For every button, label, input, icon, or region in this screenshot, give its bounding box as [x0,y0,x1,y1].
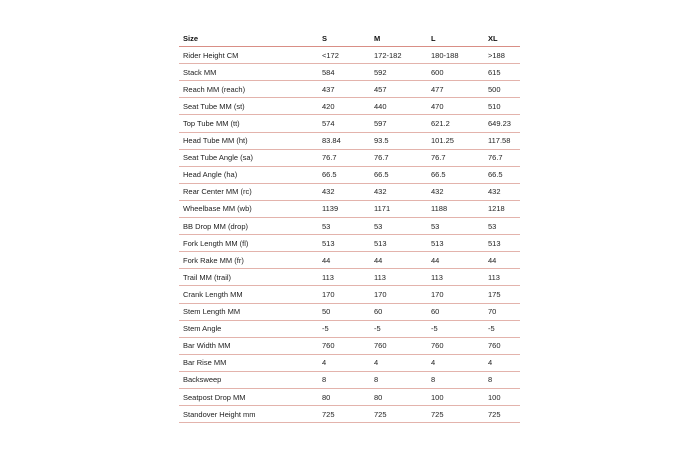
cell-xl: 44 [484,252,520,269]
cell-s: 66.5 [318,166,370,183]
row-label: Wheelbase MM (wb) [179,200,318,217]
cell-m: -5 [370,320,427,337]
cell-s: 113 [318,269,370,286]
row-label: BB Drop MM (drop) [179,218,318,235]
cell-l: 1188 [427,200,484,217]
cell-xl: 66.5 [484,166,520,183]
cell-m: 53 [370,218,427,235]
table-row [179,269,520,286]
cell-l: 100 [427,388,484,405]
table-row [179,200,520,217]
cell-l: 760 [427,337,484,354]
cell-l: 180-188 [427,47,484,64]
table-row [179,286,520,303]
cell-s: 50 [318,303,370,320]
cell-m: 513 [370,235,427,252]
table-row [179,166,520,183]
cell-l: 66.5 [427,166,484,183]
table-row [179,371,520,388]
cell-s: 432 [318,183,370,200]
cell-s: 725 [318,406,370,423]
row-label: Reach MM (reach) [179,81,318,98]
cell-s: <172 [318,47,370,64]
cell-m: 76.7 [370,149,427,166]
cell-m: 457 [370,81,427,98]
cell-s: 1139 [318,200,370,217]
table-row [179,252,520,269]
cell-l: 513 [427,235,484,252]
row-label: Stack MM [179,64,318,81]
table-row [179,81,520,98]
cell-l: 4 [427,354,484,371]
cell-l: 470 [427,98,484,115]
row-label: Crank Length MM [179,286,318,303]
cell-m: 4 [370,354,427,371]
table-row [179,406,520,423]
table-row [179,303,520,320]
cell-m: 1171 [370,200,427,217]
cell-xl: >188 [484,47,520,64]
cell-l: 725 [427,406,484,423]
table-row [179,115,520,132]
cell-l: 8 [427,371,484,388]
cell-m: 93.5 [370,132,427,149]
table-row [179,337,520,354]
header-size: Size [179,30,318,47]
cell-m: 80 [370,388,427,405]
row-label: Trail MM (trail) [179,269,318,286]
cell-l: 432 [427,183,484,200]
table-row [179,354,520,371]
cell-m: 725 [370,406,427,423]
cell-m: 8 [370,371,427,388]
cell-m: 440 [370,98,427,115]
cell-s: 513 [318,235,370,252]
table-row [179,132,520,149]
cell-xl: 760 [484,337,520,354]
cell-s: 80 [318,388,370,405]
row-label: Stem Length MM [179,303,318,320]
cell-xl: 76.7 [484,149,520,166]
header-l: L [427,30,484,47]
row-label: Rider Height CM [179,47,318,64]
cell-m: 760 [370,337,427,354]
geometry-table [179,30,520,423]
cell-l: 76.7 [427,149,484,166]
row-label: Fork Rake MM (fr) [179,252,318,269]
cell-xl: 70 [484,303,520,320]
table-row [179,235,520,252]
cell-l: 53 [427,218,484,235]
table-header-row [179,30,520,47]
row-label: Head Angle (ha) [179,166,318,183]
cell-m: 172-182 [370,47,427,64]
cell-xl: 53 [484,218,520,235]
header-xl: XL [484,30,520,47]
cell-s: 420 [318,98,370,115]
table-row [179,388,520,405]
cell-xl: 117.58 [484,132,520,149]
cell-l: 170 [427,286,484,303]
cell-m: 592 [370,64,427,81]
header-s: S [318,30,370,47]
table-row [179,47,520,64]
row-label: Head Tube MM (ht) [179,132,318,149]
cell-s: 53 [318,218,370,235]
cell-m: 66.5 [370,166,427,183]
cell-xl: 100 [484,388,520,405]
table-row [179,98,520,115]
cell-s: 76.7 [318,149,370,166]
cell-m: 44 [370,252,427,269]
row-label: Standover Height mm [179,406,318,423]
cell-l: 113 [427,269,484,286]
table-body [179,47,520,423]
cell-xl: 1218 [484,200,520,217]
cell-s: 4 [318,354,370,371]
cell-l: 101.25 [427,132,484,149]
row-label: Seat Tube Angle (sa) [179,149,318,166]
cell-xl: 432 [484,183,520,200]
cell-s: 584 [318,64,370,81]
cell-s: -5 [318,320,370,337]
row-label: Backsweep [179,371,318,388]
cell-m: 432 [370,183,427,200]
row-label: Bar Rise MM [179,354,318,371]
cell-xl: 175 [484,286,520,303]
cell-l: 600 [427,64,484,81]
row-label: Seat Tube MM (st) [179,98,318,115]
cell-xl: 725 [484,406,520,423]
cell-xl: 500 [484,81,520,98]
cell-xl: 513 [484,235,520,252]
table-row [179,183,520,200]
table-row [179,320,520,337]
table-row [179,149,520,166]
cell-m: 597 [370,115,427,132]
cell-s: 437 [318,81,370,98]
cell-xl: 4 [484,354,520,371]
cell-l: -5 [427,320,484,337]
row-label: Stem Angle [179,320,318,337]
cell-xl: -5 [484,320,520,337]
row-label: Top Tube MM (tt) [179,115,318,132]
row-label: Seatpost Drop MM [179,388,318,405]
cell-xl: 113 [484,269,520,286]
cell-m: 60 [370,303,427,320]
cell-m: 113 [370,269,427,286]
cell-s: 760 [318,337,370,354]
table-row [179,218,520,235]
header-m: M [370,30,427,47]
cell-xl: 649.23 [484,115,520,132]
cell-m: 170 [370,286,427,303]
row-label: Fork Length MM (fl) [179,235,318,252]
cell-l: 44 [427,252,484,269]
cell-s: 83.84 [318,132,370,149]
cell-s: 170 [318,286,370,303]
cell-l: 477 [427,81,484,98]
row-label: Bar Width MM [179,337,318,354]
cell-l: 621.2 [427,115,484,132]
table-row [179,64,520,81]
cell-xl: 8 [484,371,520,388]
row-label: Rear Center MM (rc) [179,183,318,200]
cell-s: 8 [318,371,370,388]
cell-s: 574 [318,115,370,132]
cell-s: 44 [318,252,370,269]
cell-xl: 510 [484,98,520,115]
cell-l: 60 [427,303,484,320]
cell-xl: 615 [484,64,520,81]
